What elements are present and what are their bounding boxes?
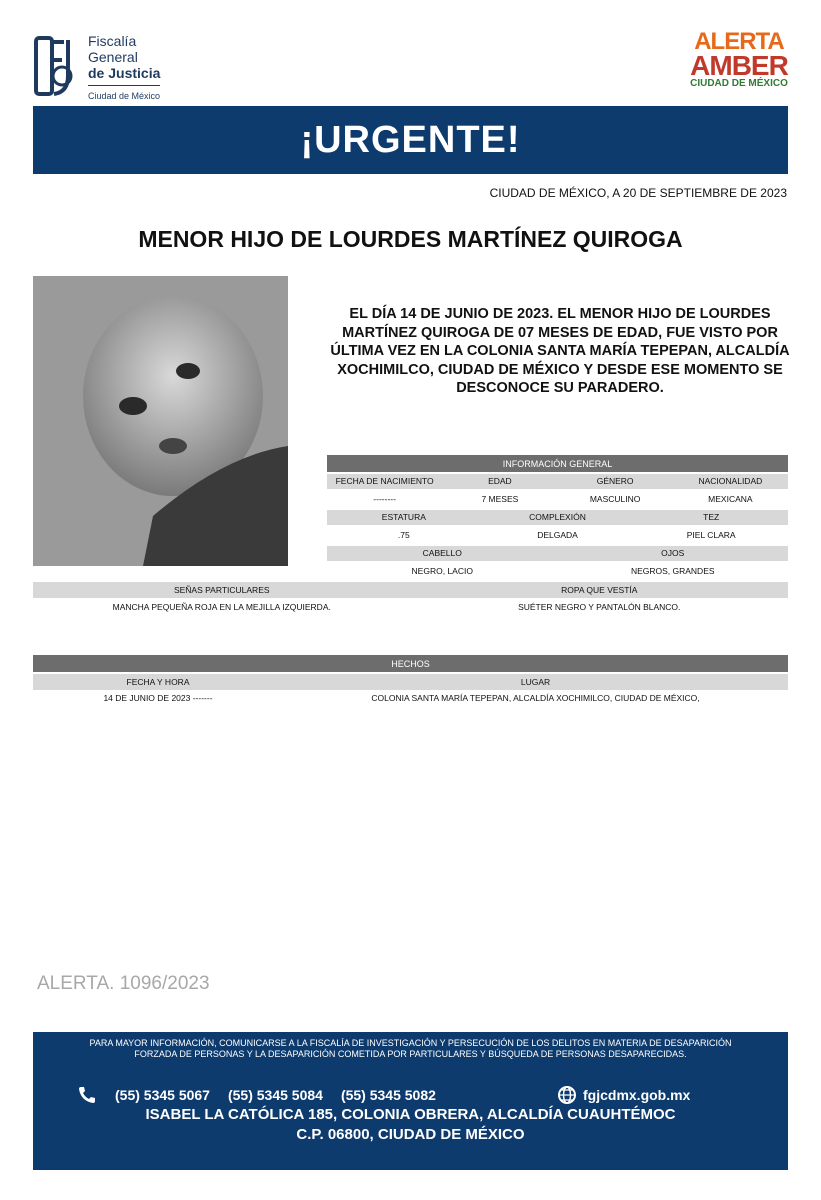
footer-info-line1: PARA MAYOR INFORMACIÓN, COMUNICARSE A LA FISCALÍA DE INVESTIGACIÓN Y PERSECUCIÓN DE LOS DELITOS EN MATERIA DE DESAPARICIÓN	[89, 1038, 732, 1048]
complexion-value: PIEL CLARA	[686, 530, 736, 540]
child-photo	[33, 276, 288, 566]
case-description: EL DÍA 14 DE JUNIO DE 2023. EL MENOR HIJO DE LOURDES MARTÍNEZ QUIROGA DE 07 MESES DE EDAD, FUE VISTO POR ÚLTIMA VEZ EN LA COLONIA SANTA MARÍA TEPEPAN, ALCALDÍA XOCHIMILCO, CIUDAD DE MÉXICO Y DESDE ESE MOMENTO SE DESCONOCE SU PARADERO.	[330, 306, 790, 396]
info-row3-values	[327, 564, 788, 579]
complexion-label: TEZ	[703, 512, 720, 522]
website	[557, 1085, 690, 1105]
info-row1-values	[327, 492, 788, 507]
footer	[33, 1032, 788, 1170]
footer-info	[33, 1038, 788, 1060]
amber-line1: ALERTA	[694, 28, 784, 55]
height-value: .75	[397, 530, 410, 540]
info-row3-headers	[327, 546, 788, 561]
globe-icon	[557, 1085, 577, 1105]
phone-icon	[77, 1085, 97, 1105]
clothing-value: SUÉTER NEGRO Y PANTALÓN BLANCO.	[518, 602, 681, 612]
place-label: LUGAR	[520, 677, 551, 687]
urgent-banner: ¡URGENTE!	[33, 106, 788, 174]
fgj-wordmark	[88, 33, 160, 104]
eyes-value: NEGROS, GRANDES	[630, 566, 715, 576]
footer-info-line2: FORZADA DE PERSONAS Y LA DESAPARICIÓN COMETIDA POR PARTICULARES Y BÚSQUEDA DE PERSONAS DESAPARECIDAS.	[134, 1049, 687, 1059]
eyes-label: OJOS	[661, 548, 685, 558]
gender-label: GÉNERO	[596, 476, 634, 486]
gender-value: MASCULINO	[589, 494, 641, 504]
facts-heading: HECHOS	[33, 655, 788, 672]
features-value: MANCHA PEQUEÑA ROJA EN LA MEJILLA IZQUIERDA.	[112, 602, 331, 612]
alert-number: ALERTA. 1096/2023	[37, 973, 210, 994]
age-label: EDAD	[488, 476, 512, 486]
address-line2: C.P. 06800, CIUDAD DE MÉXICO	[296, 1126, 525, 1143]
amber-line2: AMBER	[690, 50, 788, 81]
datetime-label: FECHA Y HORA	[126, 677, 190, 687]
phone-number-2[interactable]: (55) 5345 5084	[227, 1087, 323, 1103]
features-headers	[33, 582, 788, 598]
clothing-label: ROPA QUE VESTÍA	[561, 585, 638, 595]
phone-list	[77, 1085, 436, 1105]
place-value: COLONIA SANTA MARÍA TEPEPAN, ALCALDÍA XOCHIMILCO, CIUDAD DE MÉXICO,	[371, 693, 700, 703]
hair-value: NEGRO, LACIO	[411, 566, 473, 576]
info-row2-headers	[327, 510, 788, 525]
info-heading: INFORMACIÓN GENERAL	[327, 455, 788, 472]
page-title: MENOR HIJO DE LOURDES MARTÍNEZ QUIROGA	[138, 226, 683, 252]
fgj-line1: Fiscalía	[88, 33, 137, 49]
info-row1-headers	[327, 474, 788, 489]
build-label: COMPLEXIÓN	[529, 512, 586, 522]
amber-line3: CIUDAD DE MÉXICO	[690, 78, 788, 89]
fgj-line3: de Justicia	[88, 65, 161, 81]
features-values	[33, 600, 788, 615]
height-label: ESTATURA	[381, 512, 426, 522]
info-row2-values	[327, 528, 788, 543]
birthdate-value: --------	[373, 494, 396, 504]
website-link[interactable]: fgjcdmx.gob.mx	[583, 1087, 691, 1103]
nationality-label: NACIONALIDAD	[698, 476, 763, 486]
facts-values	[33, 691, 788, 706]
fgj-line2: General	[88, 49, 138, 65]
fgj-line4: Ciudad de México	[88, 85, 160, 104]
fgj-logo	[34, 36, 84, 98]
age-value: 7 MESES	[481, 494, 519, 504]
nationality-value: MEXICANA	[708, 494, 753, 504]
birthdate-label: FECHA DE NACIMIENTO	[335, 476, 434, 486]
features-label: SEÑAS PARTICULARES	[173, 585, 270, 595]
facts-headers	[33, 674, 788, 690]
build-value: DELGADA	[537, 530, 578, 540]
phone-number-3[interactable]: (55) 5345 5082	[340, 1087, 436, 1103]
address-line1: ISABEL LA CATÓLICA 185, COLONIA OBRERA, ALCALDÍA CUAUHTÉMOC	[145, 1106, 676, 1123]
datetime-value: 14 DE JUNIO DE 2023 -------	[103, 693, 213, 703]
hair-label: CABELLO	[422, 548, 462, 558]
alerta-amber-logo	[684, 30, 794, 102]
phone-number-1[interactable]: (55) 5345 5067	[115, 1087, 210, 1103]
issue-date: CIUDAD DE MÉXICO, A 20 DE SEPTIEMBRE DE 2023	[489, 186, 787, 200]
